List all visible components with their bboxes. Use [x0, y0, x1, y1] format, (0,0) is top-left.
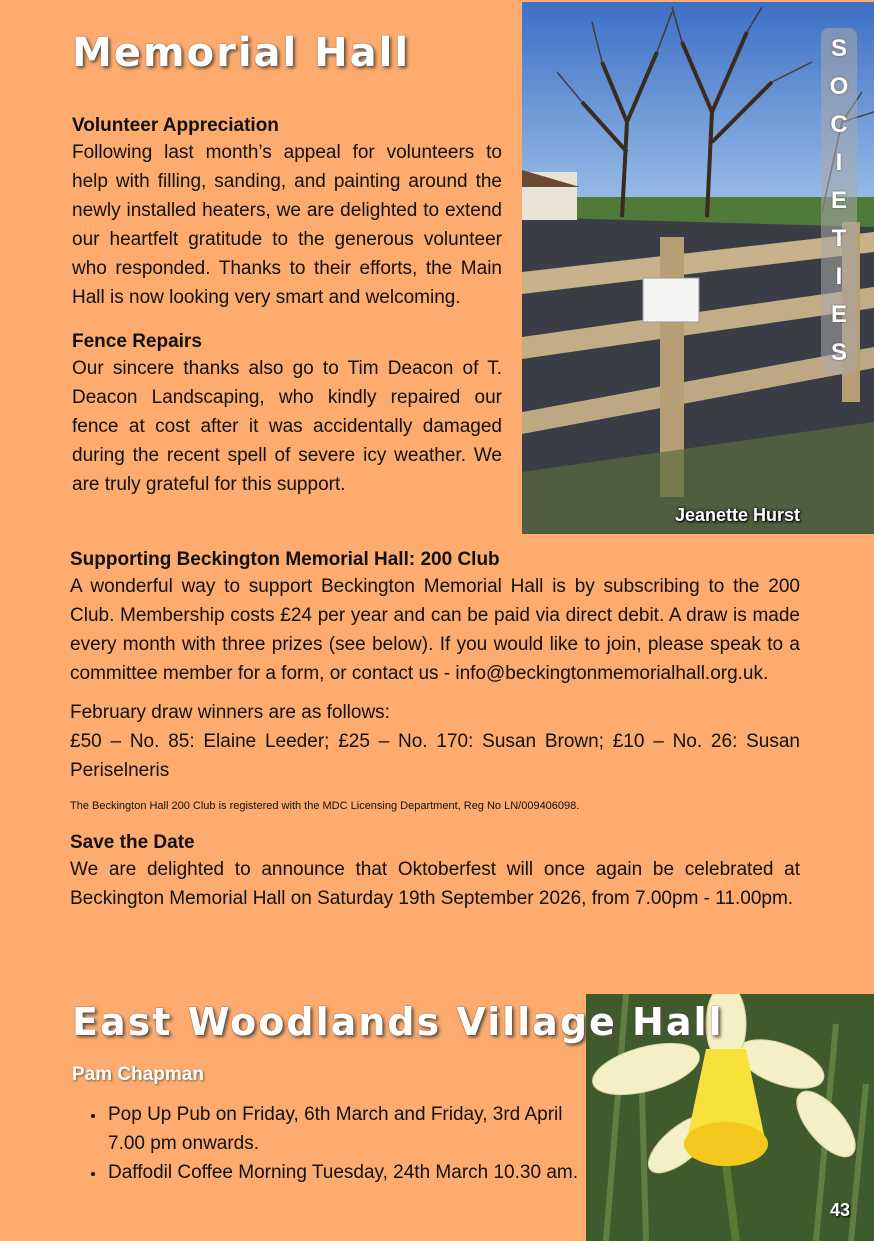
east-woodlands-author: Pam Chapman — [72, 1064, 204, 1085]
tab-letter: I — [835, 149, 843, 176]
legal-notice: The Beckington Hall 200 Club is registered with the MDC Licensing Department, Reg No LN/009406098. — [70, 800, 580, 812]
fence-heading: Fence Repairs — [72, 331, 202, 352]
tab-letter: C — [830, 111, 848, 138]
list-item: • Pop Up Pub on Friday, 6th March and Friday, 3rd April 7.00 pm onwards. — [106, 1100, 586, 1158]
tab-letter: E — [830, 301, 847, 328]
tab-letter: E — [830, 187, 847, 214]
fence-section — [72, 330, 502, 499]
save-the-date-body: We are delighted to announce that Oktoberfest will once again be celebrated at Beckington Memorial Hall on Saturday 19th September 2026, from 7.00pm - 11.00pm. — [70, 859, 800, 909]
winners-list: £50 – No. 85: Elaine Leeder; £25 – No. 170: Susan Brown; £10 – No. 26: Susan Periselneris — [70, 731, 800, 781]
societies-tab — [821, 28, 857, 374]
club-body: A wonderful way to support Beckington Memorial Hall is by subscribing to the 200 Club. Membership costs £24 per year and can be paid via direct debit. A draw is made every month with three prizes (see below). If you would like to join, please speak to a committee member for a form, or contact us - info@beckingtonmemorialhall.org.uk. — [70, 576, 800, 684]
save-the-date-heading: Save the Date — [70, 832, 195, 853]
east-woodlands-events — [86, 1100, 586, 1187]
memorial-hall-column — [72, 114, 502, 499]
list-item: • Daffodil Coffee Morning Tuesday, 24th March 10.30 am. — [106, 1158, 586, 1187]
volunteer-body: Following last month’s appeal for volunteers to help with filling, sanding, and painting around the newly installed heaters, we are delighted to extend our heartfelt gratitude to the generous volunteer who responded. Thanks to their efforts, the Main Hall is now looking very smart and welcoming. — [72, 142, 502, 308]
tab-letter: I — [835, 263, 843, 290]
volunteer-heading: Volunteer Appreciation — [72, 115, 279, 136]
tab-letter: S — [830, 339, 847, 366]
tab-letter: O — [829, 73, 849, 100]
page-number: 43 — [829, 1200, 850, 1220]
save-the-date-section — [70, 831, 800, 913]
photo-credit: Jeanette Hurst — [674, 505, 800, 525]
club-section — [70, 548, 800, 913]
tab-letter: S — [830, 35, 847, 62]
club-heading: Supporting Beckington Memorial Hall: 200 Club — [70, 549, 500, 570]
memorial-hall-title: Memorial Hall — [72, 30, 411, 76]
east-woodlands-title: East Woodlands Village Hall — [72, 1000, 724, 1044]
volunteer-section — [72, 114, 502, 312]
winners-intro: February draw winners are as follows: — [70, 702, 390, 723]
fence-body: Our sincere thanks also go to Tim Deacon of T. Deacon Landscaping, who kindly repaired our fence at cost after it was accidentally damaged during the recent spell of severe icy weather. We are truly grateful for this support. — [72, 358, 502, 495]
tab-letter: T — [831, 225, 847, 252]
